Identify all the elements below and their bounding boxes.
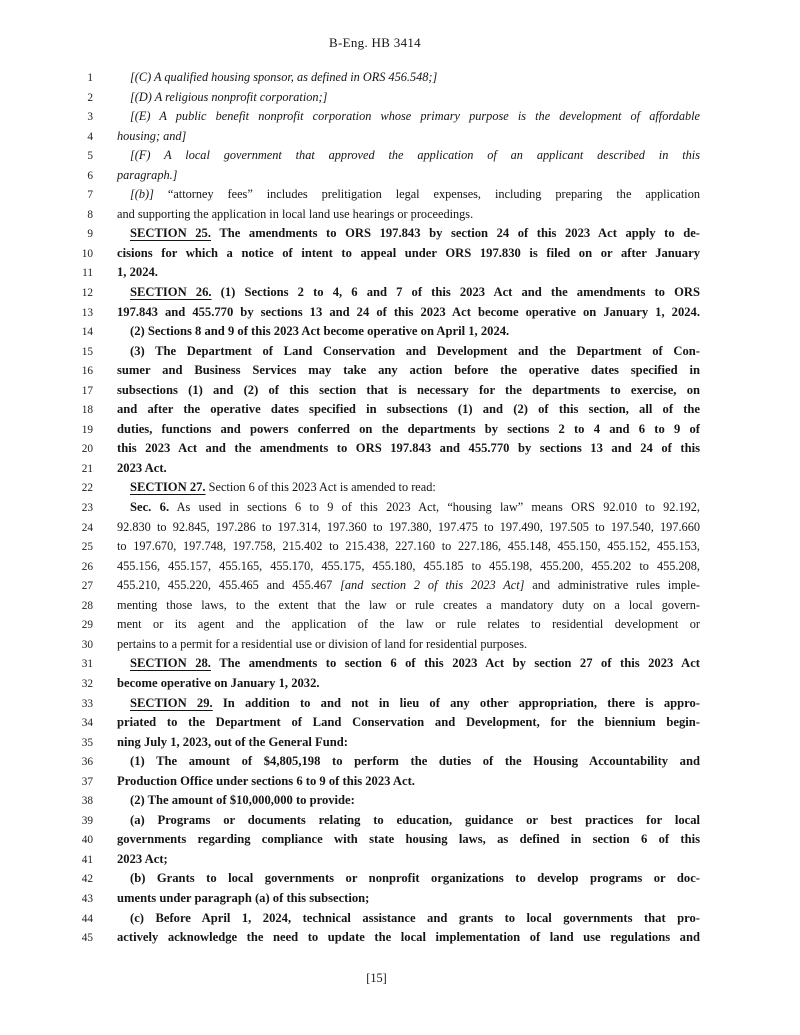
text-line — [0, 282, 800, 302]
text-segment: [(F) A local government that approved the application of an applicant described in this — [130, 148, 700, 163]
line-number: 14 — [81, 326, 93, 339]
text-segment: subsections (1) and (2) of this section that is necessary for the departments to exercise, on — [117, 382, 700, 397]
text-line — [0, 771, 800, 791]
document-body — [0, 67, 800, 947]
text-line — [0, 927, 800, 947]
line-number: 37 — [81, 775, 93, 788]
line-number: 9 — [87, 228, 93, 241]
text-segment: SECTION 27. — [130, 480, 206, 495]
text-line — [0, 849, 800, 869]
line-text — [117, 595, 700, 616]
line-number: 35 — [81, 736, 93, 749]
line-number: 21 — [81, 462, 93, 475]
line-number: 24 — [81, 521, 93, 534]
text-segment: this 2023 Act and the amendments to ORS 197.843 and 455.770 by sections 13 and 24 of this — [117, 441, 700, 456]
line-text — [117, 868, 700, 889]
line-number: 23 — [81, 502, 93, 515]
line-text — [117, 810, 700, 831]
text-segment: Production Office under sections 6 to 9 of this 2023 Act. — [117, 773, 415, 788]
line-text — [117, 380, 700, 401]
text-segment: The amendments to section 6 of this 2023 Act by section 27 of this 2023 Act — [210, 656, 700, 671]
text-segment: and after the operative dates specified in subsections (1) and (2) of this section, all of the — [117, 402, 700, 417]
text-segment: cisions for which a notice of intent to appeal under ORS 197.830 is filed on or after January — [117, 245, 700, 260]
text-line — [0, 106, 800, 126]
text-segment: The amendments to ORS 197.843 by section 24 of this 2023 Act apply to de- — [211, 226, 700, 241]
line-text — [117, 126, 700, 147]
text-segment: (2) Sections 8 and 9 of this 2023 Act become operative on April 1, 2024. — [130, 324, 510, 339]
line-number: 42 — [81, 873, 93, 886]
line-number: 3 — [87, 111, 93, 124]
text-segment: menting those laws, to the extent that the law or rule creates a mandatory duty on a local govern- — [117, 597, 700, 612]
line-text — [117, 575, 700, 596]
line-text — [117, 321, 700, 342]
line-number: 45 — [81, 932, 93, 945]
text-segment: (1) The amount of $4,805,198 to perform the duties of the Housing Accountability and — [130, 754, 700, 769]
text-line — [0, 360, 800, 380]
text-line — [0, 184, 800, 204]
line-text — [117, 673, 700, 694]
text-segment: 2023 Act; — [117, 851, 168, 866]
text-line — [0, 575, 800, 595]
line-text — [117, 908, 700, 929]
text-segment: SECTION 25. — [130, 226, 212, 241]
text-line — [0, 458, 800, 478]
text-line — [0, 556, 800, 576]
line-number: 39 — [81, 814, 93, 827]
text-segment: actively acknowledge the need to update the local implementation of land use regulations and — [117, 930, 700, 945]
text-segment: [(E) A public benefit nonprofit corporation whose primary purpose is the development of affordable — [130, 109, 700, 124]
text-segment: housing; and] — [117, 128, 187, 143]
text-line — [0, 634, 800, 654]
line-text — [117, 927, 700, 948]
line-number: 41 — [81, 853, 93, 866]
text-segment: duties, functions and powers conferred on the departments by sections 2 to 4 and 6 to 9 of — [117, 421, 700, 436]
line-number: 26 — [81, 560, 93, 573]
text-line — [0, 477, 800, 497]
line-text — [117, 751, 700, 772]
line-text — [117, 536, 700, 557]
line-text — [117, 497, 700, 518]
text-segment: 455.210, 455.220, 455.465 and 455.467 — [117, 578, 341, 593]
line-text — [117, 87, 700, 108]
line-number: 25 — [81, 541, 93, 554]
line-number: 38 — [81, 795, 93, 808]
line-text — [117, 419, 700, 440]
line-text — [117, 243, 700, 264]
line-number: 22 — [81, 482, 93, 495]
line-number: 10 — [81, 247, 93, 260]
line-text — [117, 262, 700, 283]
line-text — [117, 165, 700, 186]
text-line — [0, 595, 800, 615]
text-segment: SECTION 29. — [130, 695, 213, 710]
text-line — [0, 145, 800, 165]
line-text — [117, 653, 700, 674]
line-text — [117, 849, 700, 870]
line-number: 19 — [81, 423, 93, 436]
text-line — [0, 614, 800, 634]
text-segment: and administrative rules imple- — [524, 578, 701, 593]
line-text — [117, 184, 700, 205]
line-number: 28 — [81, 599, 93, 612]
line-text — [117, 204, 700, 225]
text-segment: uments under paragraph (a) of this subsection; — [117, 890, 370, 905]
text-line — [0, 419, 800, 439]
text-segment: paragraph.] — [117, 167, 178, 182]
text-segment: As used in sections 6 to 9 of this 2023 Act, “housing law” means ORS 92.010 to 92.192, — [169, 500, 700, 515]
text-segment: [and section 2 of this 2023 Act] — [340, 578, 525, 593]
line-text — [117, 732, 700, 753]
line-number: 43 — [81, 892, 93, 905]
text-line — [0, 204, 800, 224]
line-number: 44 — [81, 912, 93, 925]
text-line — [0, 438, 800, 458]
line-number: 13 — [81, 306, 93, 319]
text-line — [0, 399, 800, 419]
text-segment: 1, 2024. — [117, 265, 158, 280]
text-segment: priated to the Department of Land Conservation and Development, for the biennium begin- — [117, 715, 700, 730]
page-number: [15] — [366, 971, 387, 985]
text-line — [0, 790, 800, 810]
line-number: 20 — [81, 443, 93, 456]
text-line — [0, 517, 800, 537]
line-number: 5 — [87, 150, 93, 163]
line-text — [117, 438, 700, 459]
line-number: 36 — [81, 756, 93, 769]
line-text — [117, 693, 700, 714]
line-number: 6 — [87, 169, 93, 182]
line-text — [117, 829, 700, 850]
line-number: 31 — [81, 658, 93, 671]
text-segment: ment or its agent and the application of the law or rule relates to residential development or — [117, 617, 700, 632]
page-header: B-Eng. HB 3414 — [329, 35, 421, 50]
line-text — [117, 145, 700, 166]
line-number: 33 — [81, 697, 93, 710]
line-text — [117, 341, 700, 362]
line-text — [117, 67, 700, 88]
text-segment: (1) Sections 2 to 4, 6 and 7 of this 2023 Act and the amendments to ORS — [211, 285, 700, 300]
text-line — [0, 497, 800, 517]
text-segment: SECTION 28. — [130, 656, 211, 671]
line-text — [117, 223, 700, 244]
text-line — [0, 87, 800, 107]
text-segment: SECTION 26. — [130, 285, 212, 300]
line-number: 12 — [81, 287, 93, 300]
line-text — [117, 888, 700, 909]
line-text — [117, 556, 700, 577]
text-segment: sumer and Business Services may take any action before the operative dates specified in — [117, 363, 700, 378]
line-text — [117, 614, 700, 635]
text-line — [0, 829, 800, 849]
text-segment: [(D) A religious nonprofit corporation;] — [130, 89, 328, 104]
text-line — [0, 126, 800, 146]
line-number: 7 — [87, 189, 93, 202]
text-segment: become operative on January 1, 2032. — [117, 675, 320, 690]
line-number: 29 — [81, 619, 93, 632]
text-line — [0, 536, 800, 556]
text-line — [0, 165, 800, 185]
text-segment: Sec. 6. — [130, 500, 170, 515]
line-number: 1 — [87, 72, 93, 84]
line-text — [117, 477, 700, 498]
line-number: 30 — [81, 638, 93, 651]
text-line — [0, 380, 800, 400]
text-line — [0, 321, 800, 341]
text-segment: (3) The Department of Land Conservation and Development and the Department of Con- — [130, 343, 700, 358]
text-segment: 455.156, 455.157, 455.165, 455.170, 455.175, 455.180, 455.185 to 455.198, 455.200, 455.202 to 455.208, — [117, 558, 700, 573]
text-segment: and supporting the application in local land use hearings or proceedings. — [117, 206, 474, 221]
text-segment: In addition to and not in lieu of any other appropriation, there is appro- — [212, 695, 700, 710]
text-line — [0, 67, 800, 87]
line-number: 16 — [81, 365, 93, 378]
line-number: 2 — [87, 91, 93, 104]
line-number: 18 — [81, 404, 93, 417]
line-text — [117, 634, 700, 655]
line-number: 4 — [87, 130, 93, 143]
line-text — [117, 517, 700, 538]
text-segment: [(C) A qualified housing sponsor, as defined in ORS 456.548;] — [130, 70, 438, 84]
line-text — [117, 106, 700, 127]
text-line — [0, 302, 800, 322]
text-line — [0, 732, 800, 752]
text-segment: pertains to a permit for a residential use or division of land for residential purposes. — [117, 636, 528, 651]
text-segment: ning July 1, 2023, out of the General Fund: — [117, 734, 348, 749]
text-segment: [(b)] — [130, 187, 154, 202]
line-number: 32 — [81, 677, 93, 690]
line-text — [117, 790, 700, 811]
line-text — [117, 458, 700, 479]
text-segment: Section 6 of this 2023 Act is amended to read: — [205, 480, 436, 495]
text-line — [0, 868, 800, 888]
text-segment: (2) The amount of $10,000,000 to provide: — [130, 793, 355, 808]
text-line — [0, 693, 800, 713]
line-text — [117, 771, 700, 792]
text-line — [0, 341, 800, 361]
text-segment: governments regarding compliance with state housing laws, as defined in section 6 of this — [117, 832, 700, 847]
text-line — [0, 908, 800, 928]
line-number: 8 — [87, 208, 93, 221]
line-text — [117, 302, 700, 323]
text-line — [0, 673, 800, 693]
line-text — [117, 360, 700, 381]
text-line — [0, 243, 800, 263]
text-segment: (c) Before April 1, 2024, technical assistance and grants to local governments that pro- — [130, 910, 700, 925]
text-line — [0, 810, 800, 830]
text-line — [0, 888, 800, 908]
line-number: 17 — [81, 384, 93, 397]
text-segment: 92.830 to 92.845, 197.286 to 197.314, 197.360 to 197.380, 197.475 to 197.490, 197.505 to 197.540, 197.660 — [117, 519, 700, 534]
text-segment: to 197.670, 197.748, 197.758, 215.402 to 215.438, 227.160 to 227.186, 455.148, 455.150, 455.152, 455.153, — [117, 539, 700, 554]
line-number: 40 — [81, 834, 93, 847]
text-line — [0, 751, 800, 771]
text-segment: (b) Grants to local governments or nonprofit organizations to develop programs or doc- — [130, 871, 700, 886]
text-segment: (a) Programs or documents relating to education, guidance or best practices for local — [130, 812, 700, 827]
line-text — [117, 399, 700, 420]
line-text — [117, 282, 700, 303]
line-number: 15 — [81, 345, 93, 358]
text-segment: “attorney fees” includes prelitigation legal expenses, including preparing the application — [153, 187, 700, 202]
text-line — [0, 712, 800, 732]
text-line — [0, 262, 800, 282]
line-text — [117, 712, 700, 733]
text-segment: 2023 Act. — [117, 460, 167, 475]
text-segment: 197.843 and 455.770 by sections 13 and 24 of this 2023 Act become operative on January 1, 2024. — [117, 304, 700, 319]
line-number: 11 — [82, 267, 93, 280]
line-number: 34 — [81, 717, 93, 730]
text-line — [0, 223, 800, 243]
line-number: 27 — [81, 580, 93, 593]
text-line — [0, 653, 800, 673]
